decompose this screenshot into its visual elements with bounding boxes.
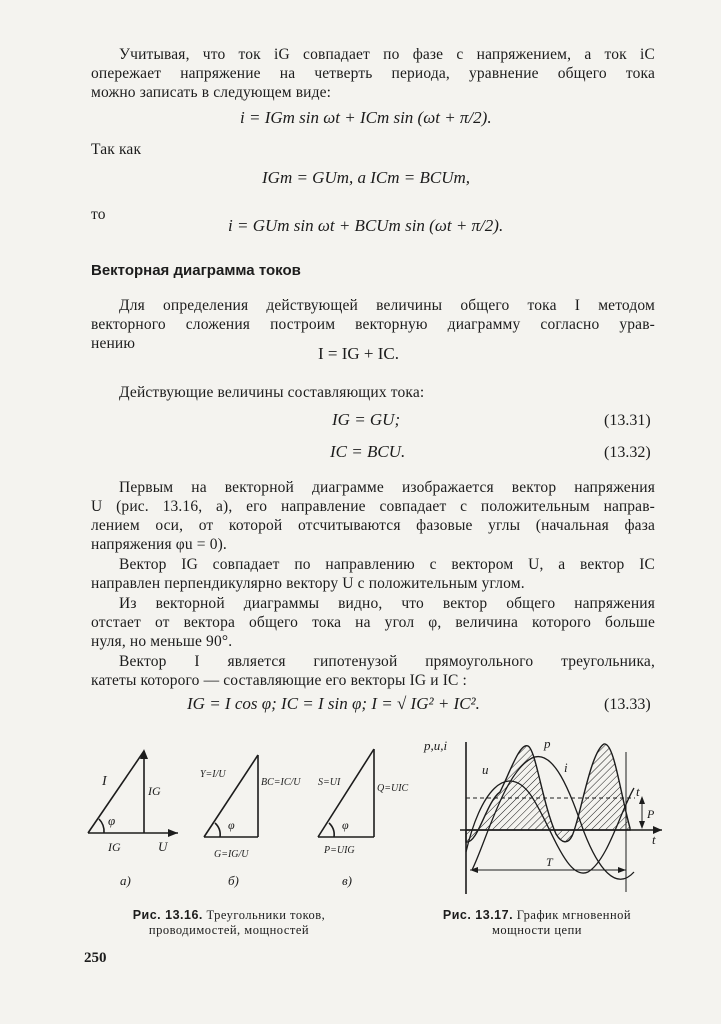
- paragraph-9-line-1: Вектор I является гипотенузой прямоугольного треугольника,: [119, 653, 655, 670]
- paragraph-4-line-2: векторного сложения построим векторную диаграмму согласно урав-: [91, 316, 655, 333]
- label-b-base: G=IG/U: [214, 849, 249, 860]
- paragraph-8-line-3: нуля, но меньше 90°.: [91, 633, 233, 650]
- caption-fig-13-17-line-2: мощности цепи: [492, 923, 582, 937]
- caption-fig-13-16-line-1: Рис. 13.16. Треугольники токов,: [132, 908, 326, 922]
- formula-4: I = IG + IC.: [318, 344, 400, 363]
- caption-fig-13-17-line-1: Рис. 13.17. График мгновенной: [442, 908, 632, 922]
- label-t-prime: t: [636, 784, 640, 799]
- angle-arc-a: [99, 819, 104, 833]
- triangle-a: [88, 751, 178, 833]
- axis-label-pui: p,u,i: [424, 738, 448, 753]
- formula-5: IG = GU;: [332, 410, 401, 429]
- label-subfig-b: б): [228, 873, 239, 888]
- curve-label-u: u: [482, 762, 489, 777]
- label-a-vert: IG: [148, 784, 161, 798]
- caption-fig-13-16: [84, 908, 374, 938]
- label-subfig-c: в): [342, 873, 352, 888]
- curve-label-p: p: [544, 736, 551, 751]
- caption-fig-13-17: [412, 908, 662, 938]
- paragraph-4-line-1: Для определения действующей величины общего тока I методом: [119, 297, 655, 314]
- paragraph-3: то: [91, 206, 106, 223]
- paragraph-1-line-3: можно записать в следующем виде:: [91, 84, 332, 101]
- curve-label-i: i: [564, 760, 568, 775]
- label-c-vert: Q=UIC: [377, 783, 409, 794]
- formula-7: IG = I cos φ; IC = I sin φ; I = √ IG² + IC².: [187, 694, 480, 713]
- label-b-angle: φ: [228, 818, 235, 832]
- formula-1: i = IGm sin ωt + ICm sin (ωt + π/2).: [240, 108, 492, 127]
- figure-13-17: [420, 732, 670, 902]
- formula-3: i = GUm sin ωt + BCUm sin (ωt + π/2).: [228, 216, 504, 235]
- equation-number-13-33: (13.33): [604, 696, 651, 713]
- label-c-base: P=UIG: [324, 845, 355, 856]
- label-c-hyp: S=UI: [318, 777, 341, 788]
- paragraph-1-line-2: опережает напряжение на четверть периода, уравнение общего тока: [91, 65, 655, 82]
- label-b-vert: BC=IC/U: [261, 777, 301, 788]
- paragraph-6-line-3: лением оси, от которой отсчитываются фазовые углы (начальная фаза: [91, 517, 655, 534]
- label-a-hyp: I: [102, 774, 107, 789]
- paragraph-7-line-2: направлен перпендикулярно вектору U с положительным углом.: [91, 575, 525, 592]
- axis-label-t: t: [652, 832, 656, 847]
- paragraph-2: Так как: [91, 141, 142, 158]
- equation-number-13-32: (13.32): [604, 444, 651, 461]
- paragraph-9-line-2: катеты которого — составляющие его векторы IG и IC :: [91, 672, 468, 689]
- period-label: T: [546, 855, 553, 869]
- level-label-p: P: [647, 807, 655, 821]
- label-a-angle: φ: [108, 813, 116, 828]
- caption-fig-13-16-line-2: проводимостей, мощностей: [148, 923, 310, 937]
- paragraph-6-line-1: Первым на векторной диаграмме изображается вектор напряжения: [119, 479, 655, 496]
- paragraph-8-line-2: отстает от вектора общего тока на угол φ, величина которого больше: [91, 614, 655, 631]
- paragraph-7-line-1: Вектор IG совпадает по направлению с вектором U, а вектор IC: [119, 556, 655, 573]
- paragraph-8-line-1: Из векторной диаграммы видно, что вектор общего напряжения: [119, 595, 655, 612]
- paragraph-4-line-3: нению: [91, 335, 136, 352]
- formula-2: IGm = GUm, а ICm = BCUm,: [262, 168, 471, 187]
- paragraph-6-line-4: напряжения φu = 0).: [91, 536, 227, 553]
- equation-number-13-31: (13.31): [604, 412, 651, 429]
- label-a-axis: U: [158, 839, 168, 854]
- paragraph-6-line-2: U (рис. 13.16, а), его направление совпадает с положительным направ-: [91, 498, 655, 515]
- paragraph-5: Действующие величины составляющих тока:: [119, 384, 425, 401]
- label-c-angle: φ: [342, 818, 349, 832]
- paragraph-1-line-1: Учитывая, что ток iG совпадает по фазе с напряжением, а ток iC: [119, 46, 655, 63]
- caption-fig-13-17-label: Рис. 13.17.: [442, 908, 514, 922]
- section-heading: Векторная диаграмма токов: [91, 262, 301, 279]
- figure-13-16: [80, 745, 409, 895]
- label-subfig-a: а): [120, 873, 131, 888]
- formula-6: IC = BCU.: [330, 442, 406, 461]
- caption-fig-13-16-label: Рис. 13.16.: [132, 908, 203, 922]
- label-a-base: IG: [108, 840, 121, 854]
- page-number: 250: [84, 950, 107, 966]
- vector-i: [88, 751, 144, 833]
- label-b-hyp: Y=I/U: [200, 769, 226, 780]
